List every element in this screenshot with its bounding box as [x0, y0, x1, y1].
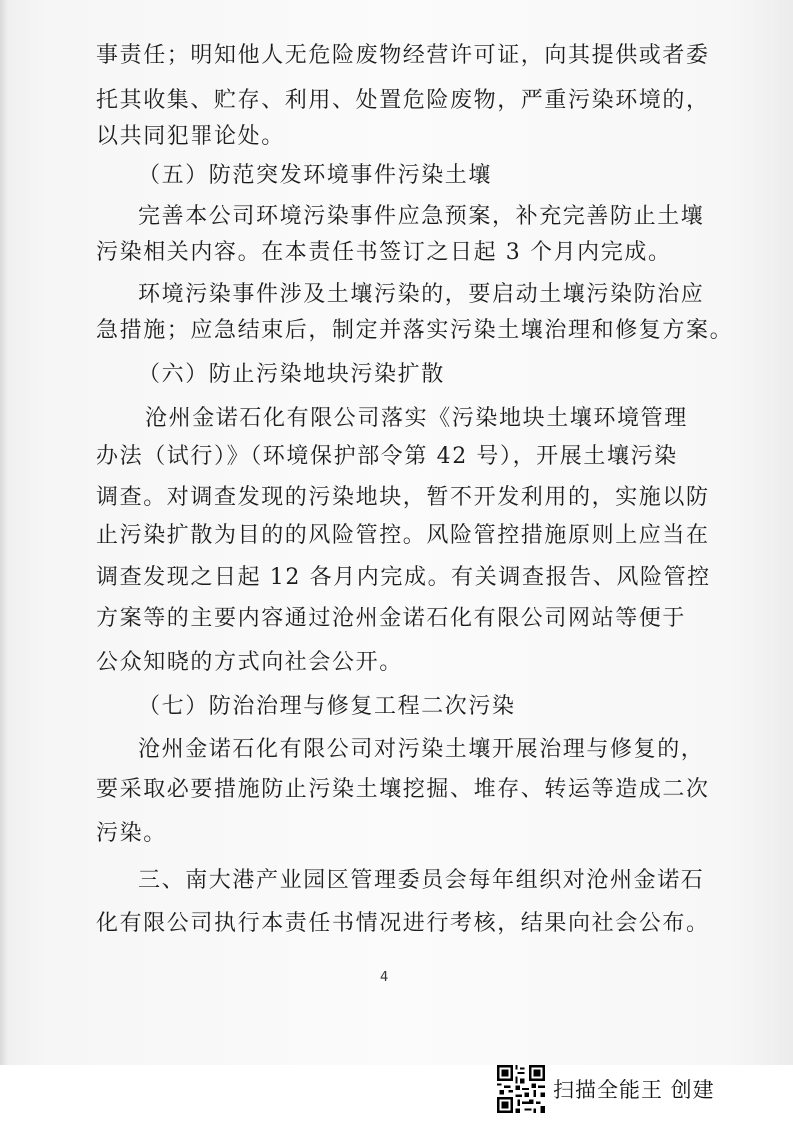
text-line: 公众知晓的方式向社会公开。: [96, 650, 403, 675]
qr-code-icon: [497, 1065, 545, 1113]
text-line: 办法（试行）》（环境保护部令第 42 号），开展土壤污染: [96, 444, 678, 469]
text-line: 急措施；应急结束后，制定并落实污染土壤治理和修复方案。: [96, 318, 734, 343]
text-line: 调查。对调查发现的污染地块，暂不开发利用的，实施以防: [96, 485, 710, 510]
page-number: 4: [380, 970, 389, 985]
scanner-brand-label: 扫描全能王 创建: [553, 1078, 715, 1102]
text-line: 托其收集、贮存、利用、处置危险废物，严重污染环境的，: [96, 88, 710, 113]
section-heading: （六）防止污染地块污染扩散: [138, 362, 445, 387]
section-heading: （五）防范突发环境事件污染土壤: [138, 163, 493, 188]
section-heading: （七）防治治理与修复工程二次污染: [138, 694, 516, 719]
text-line: 方案等的主要内容通过沧州金诺石化有限公司网站等便于: [96, 606, 687, 631]
page-edge-shadow: [0, 0, 8, 1065]
text-line: 三、南大港产业园区管理委员会每年组织对沧州金诺石: [138, 868, 705, 893]
text-line: 沧州金诺石化有限公司对污染土壤开展治理与修复的，: [138, 737, 705, 762]
text-line: 调查发现之日起 12 各月内完成。有关调查报告、风险管控: [96, 565, 711, 590]
text-line: 化有限公司执行本责任书情况进行考核，结果向社会公布。: [96, 911, 710, 936]
text-line: 污染。: [96, 821, 167, 846]
text-line: 止污染扩散为目的的风险管控。风险管控措施原则上应当在: [96, 523, 710, 548]
text-line: 要采取必要措施防止污染土壤挖掘、堆存、转运等造成二次: [96, 777, 710, 802]
text-line: 以共同犯罪论处。: [96, 124, 285, 149]
text-line: 沧州金诺石化有限公司落实《污染地块土壤环境管理: [145, 406, 688, 431]
text-line: 污染相关内容。在本责任书签订之日起 3 个月内完成。: [96, 240, 672, 265]
text-line: 事责任；明知他人无危险废物经营许可证，向其提供或者委: [96, 43, 710, 68]
text-line: 完善本公司环境污染事件应急预案，补充完善防止土壤: [138, 204, 705, 229]
text-line: 环境污染事件涉及土壤污染的，要启动土壤污染防治应: [138, 282, 705, 307]
